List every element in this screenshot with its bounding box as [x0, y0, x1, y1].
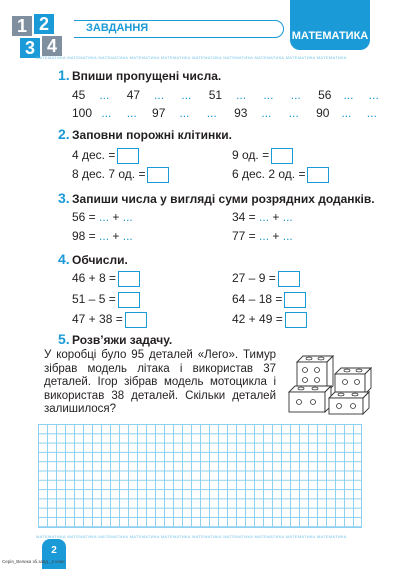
task-title-3: Запиши числа у вигляді суми розрядних доданків.: [72, 192, 375, 206]
task-number-1: 1.: [58, 67, 70, 83]
task-number-3: 3.: [58, 190, 70, 206]
expand-lhs: 77 =: [232, 229, 256, 243]
answer-box[interactable]: [125, 312, 147, 328]
seq1-6[interactable]: ...: [236, 88, 247, 102]
fill-item-1: [72, 146, 139, 164]
answer-box[interactable]: [118, 271, 140, 287]
logo-digit-4: 4: [42, 36, 62, 56]
expand-item-2: [232, 208, 293, 226]
fill-item-4: [232, 165, 329, 183]
logo-digit-1: 1: [12, 16, 32, 36]
fill-label: 8 дес. 7 од. =: [72, 167, 146, 181]
seq1-1[interactable]: ...: [99, 88, 110, 102]
decorative-band-bottom: МАТЕМАТИКА МАТЕМАТИКА МАТЕМАТИКА МАТЕМАТИКА МАТЕМАТИКА МАТЕМАТИКА МАТЕМАТИКА МАТЕМАТИКА МАТЕМАТИКА МАТЕМАТИКА: [36, 534, 347, 539]
calc-item-3: [72, 290, 140, 308]
calc-item-5: [72, 310, 147, 328]
seq2-6: 93: [234, 106, 248, 120]
seq1-4[interactable]: ...: [181, 88, 192, 102]
page-number: 2: [42, 539, 66, 569]
plus-sign: +: [112, 229, 120, 243]
seq1-3[interactable]: ...: [154, 88, 165, 102]
answer-box[interactable]: [278, 271, 300, 287]
seq2-4[interactable]: ...: [179, 106, 190, 120]
calc-expression: 42 + 49 =: [232, 312, 283, 326]
seq2-7[interactable]: ...: [261, 106, 272, 120]
task-number-2: 2.: [58, 126, 70, 142]
task-title-5: Розв’яжи задачу.: [72, 333, 173, 347]
calc-expression: 27 – 9 =: [232, 271, 276, 285]
task-title-2: Заповни порожні клітинки.: [72, 128, 232, 142]
calc-item-6: [232, 310, 307, 328]
blank[interactable]: ...: [99, 229, 110, 243]
calc-expression: 47 + 38 =: [72, 312, 123, 326]
seq2-2[interactable]: ...: [126, 106, 137, 120]
answer-box[interactable]: [284, 292, 306, 308]
sequence-row-2: [72, 106, 385, 120]
calc-item-1: [72, 269, 140, 287]
seq2-3: 97: [152, 106, 166, 120]
section-label: ЗАВДАННЯ: [86, 22, 149, 34]
task-number-4: 4.: [58, 251, 70, 267]
subject-tab: [290, 0, 370, 50]
blank[interactable]: ...: [282, 229, 293, 243]
calc-expression: 51 – 5 =: [72, 292, 116, 306]
seq1-8[interactable]: ...: [290, 88, 301, 102]
plus-sign: +: [272, 210, 280, 224]
word-problem-text: У коробці було 95 деталей «Лего». Тимур зібрав модель літака і використав 37 деталей. Ігор зібрав модель мотоцикла і використав 38 деталей. Скільки деталей залишилося?: [44, 349, 276, 415]
logo-digit-3: 3: [20, 38, 40, 58]
decorative-band-top: МАТЕМАТИКА МАТЕМАТИКА МАТЕМАТИКА МАТЕМАТИКА МАТЕМАТИКА МАТЕМАТИКА МАТЕМАТИКА МАТЕМАТИКА МАТЕМАТИКА МАТЕМАТИКА: [36, 55, 347, 60]
fill-item-3: [72, 165, 169, 183]
blank[interactable]: ...: [282, 210, 293, 224]
seq2-9: 90: [316, 106, 330, 120]
calc-expression: 64 – 18 =: [232, 292, 283, 306]
logo-digit-2: 2: [34, 14, 54, 34]
subject-label: МАТЕМАТИКА: [291, 30, 369, 42]
answer-box[interactable]: [117, 148, 139, 164]
expand-lhs: 34 =: [232, 210, 256, 224]
seq1-0: 45: [72, 88, 86, 102]
seq2-0: 100: [72, 106, 93, 120]
fill-item-2: [232, 146, 293, 164]
seq1-10[interactable]: ...: [343, 88, 354, 102]
task-title-4: Обчисли.: [72, 253, 128, 267]
answer-box[interactable]: [147, 167, 169, 183]
expand-item-3: [72, 227, 133, 245]
blank[interactable]: ...: [99, 210, 110, 224]
print-note: Серія_Велика зб.завд._1 клас: [2, 559, 65, 564]
calc-expression: 46 + 8 =: [72, 271, 117, 285]
fill-label: 6 дес. 2 од. =: [232, 167, 306, 181]
task-number-5: 5.: [58, 331, 70, 347]
plus-sign: +: [272, 229, 280, 243]
expand-item-1: [72, 208, 133, 226]
task-title-1: Впиши пропущені числа.: [72, 69, 222, 83]
answer-box[interactable]: [285, 312, 307, 328]
answer-box[interactable]: [118, 292, 140, 308]
blank[interactable]: ...: [122, 229, 133, 243]
seq1-11[interactable]: ...: [368, 88, 379, 102]
seq1-2: 47: [126, 88, 141, 102]
lego-bricks-illustration: [285, 352, 375, 418]
blank[interactable]: ...: [122, 210, 133, 224]
seq2-5[interactable]: ...: [206, 106, 217, 120]
sequence-row-1: [72, 88, 387, 102]
seq2-11[interactable]: ...: [366, 106, 377, 120]
fill-label: 9 од. =: [232, 148, 270, 162]
expand-item-4: [232, 227, 293, 245]
series-logo: [12, 14, 74, 58]
seq2-10[interactable]: ...: [341, 106, 352, 120]
seq1-9: 56: [318, 88, 332, 102]
blank[interactable]: ...: [259, 229, 270, 243]
answer-grid[interactable]: [38, 424, 362, 528]
seq1-7[interactable]: ...: [263, 88, 274, 102]
section-header: [74, 20, 284, 38]
seq2-8[interactable]: ...: [288, 106, 299, 120]
calc-item-2: [232, 269, 300, 287]
plus-sign: +: [112, 210, 120, 224]
expand-lhs: 56 =: [72, 210, 96, 224]
blank[interactable]: ...: [259, 210, 270, 224]
expand-lhs: 98 =: [72, 229, 96, 243]
seq2-1[interactable]: ...: [101, 106, 112, 120]
answer-box[interactable]: [271, 148, 293, 164]
fill-label: 4 дес. =: [72, 148, 116, 162]
calc-item-4: [232, 290, 306, 308]
answer-box[interactable]: [307, 167, 329, 183]
seq1-5: 51: [208, 88, 223, 102]
